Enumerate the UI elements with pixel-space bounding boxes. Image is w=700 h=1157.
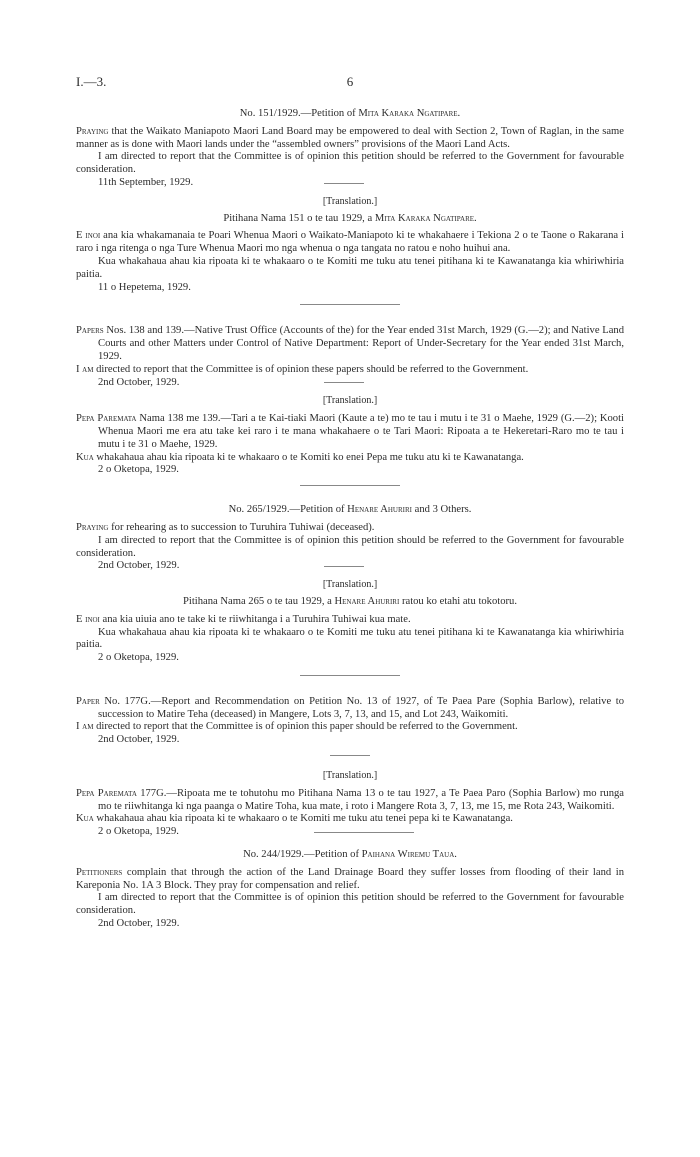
petition-body: Praying that the Waikato Maniapoto Maori Land Board may be empowered to deal with Section 2, Town of Raglan, in the same manner as is done with Maori lands under the “assembled owners” provisions of the Maori Land Acts. xyxy=(76,125,624,150)
paper-177g-english xyxy=(76,696,624,756)
report-date: 2nd October, 1929. xyxy=(98,560,180,572)
petition-body: Petitioners complain that through the action of the Land Drainage Board they suffer losses from flooding of their land in Kareponia No. 1A 3 Block. They pray for compensation and relief. xyxy=(76,866,624,891)
petition-265-english xyxy=(76,504,624,572)
section-divider xyxy=(324,382,364,383)
committee-report: Kua whakahaua ahau kia ripoata ki te whakaaro o te Komiti ko enei Pepa me tuku atu ki te Kawanatanga. xyxy=(76,451,524,463)
report-date: 2 o Oketopa, 1929. xyxy=(98,464,179,476)
section-title: No. 151/1929.—Petition of Mita Karaka Ngatipare. xyxy=(239,108,461,119)
report-date: 11 o Hepetema, 1929. xyxy=(98,281,191,293)
petition-151-translation xyxy=(76,196,624,306)
petition-244-english xyxy=(76,849,624,931)
petitioner-name: Mita Karaka Ngatipare. xyxy=(374,212,477,224)
section-title: No. 265/1929.—Petition of Henare Ahuriri and 3 Others. xyxy=(228,504,472,516)
paper-body: Pepa Paremata 177G.—Ripoata me te tohutohu mo Pitihana Nama 13 o te tau 1927, a Te Paea Paro (Sophia Barlow) mo runga mo te riiwhitanga ki nga paanga o Matire Toha, kua mate, i roto i Mangere Rota 3, 7, 13, me 15, me Rota 243, Waikomiti. xyxy=(76,787,624,812)
translation-label: [Translation.] xyxy=(322,195,378,207)
committee-report: I am directed to report that the Committee is of opinion this petition should be referred to the Government for favourable consideration. xyxy=(76,892,624,917)
papers-body: Pepa Paremata Nama 138 me 139.—Tari a te Kai-tiaki Maori (Kaute a te) mo te tau i mutu i te 31 o Maehe, 1929 (G.—2); Kooti Whenua Maori me era atu take kei raro i te mana whakahaere o te Tari Maori: Ripoata a te Hekeretari-Raro mo te tau i mutu i te 31 o Maehe, 1929. xyxy=(76,413,624,450)
paper-reference: I.—3. xyxy=(76,74,107,89)
committee-report: Kua whakahaua ahau kia ripoata ki te whakaaro o te Komiti me tuku atu tenei pitihana ki te Kawanatanga kia whiriwhiria paitia. xyxy=(76,255,624,280)
petition-body: Praying for rehearing as to succession to Turuhira Tuhiwai (deceased). xyxy=(76,521,375,533)
committee-report: I am directed to report that the Committee is of opinion this petition should be referred to the Government for favourable consideration. xyxy=(76,534,624,559)
document-content xyxy=(76,108,624,931)
petitioner-name: Paihana Wiremu Taua. xyxy=(361,849,457,861)
section-title: Pitihana Nama 151 o te tau 1929, a Mita Karaka Ngatipare. xyxy=(223,212,477,224)
papers-138-139-translation xyxy=(76,395,624,486)
section-divider xyxy=(330,755,370,756)
petitioner-name: Mita Karaka Ngatipare. xyxy=(358,108,461,119)
petition-265-translation xyxy=(76,579,624,676)
report-date: 2 o Oketopa, 1929. xyxy=(98,652,179,664)
section-divider xyxy=(324,566,364,567)
section-title: Pitihana Nama 265 o te tau 1929, a Henare Ahuriri ratou ko etahi atu tokotoru. xyxy=(182,595,517,607)
report-date: 2nd October, 1929. xyxy=(98,376,180,388)
petition-body: E inoi ana kia uiuia ano te take ki te riiwhitanga i a Turuhira Tuhiwai kua mate. xyxy=(76,613,411,625)
page-header xyxy=(76,76,624,90)
report-date: 2nd October, 1929. xyxy=(98,918,180,930)
committee-report: Kua whakahaua ahau kia ripoata ki te whakaaro o te Komiti me tuku atu tenei pitihana ki te Kawanatanga kia whiriwhiria paitia. xyxy=(76,626,624,651)
paper-177g-translation xyxy=(76,770,624,838)
committee-report: Kua whakahaua ahau kia ripoata ki te whakaaro o te Komiti me tuku atu tenei pepa ki te Kawanatanga. xyxy=(76,813,513,825)
section-divider xyxy=(314,832,414,833)
section-divider xyxy=(300,304,400,305)
committee-report: I am directed to report that the Committee is of opinion this paper should be referred to the Government. xyxy=(76,721,518,733)
papers-138-139-english xyxy=(76,325,624,388)
translation-label: [Translation.] xyxy=(322,395,378,407)
petitioner-name: Henare Ahuriri xyxy=(334,595,400,607)
section-divider xyxy=(300,485,400,486)
papers-body: Papers Nos. 138 and 139.—Native Trust Office (Accounts of the) for the Year ended 31st March, 1929 (G.—2); and Native Land Courts and other Matters under Control of Native Department: Report of Under-Secretary for the Year ended 31st March, 1929. xyxy=(76,325,624,362)
report-date: 2 o Oketopa, 1929. xyxy=(98,826,179,838)
petition-body: E inoi ana kia whakamanaia te Poari Whenua Maori o Waikato-Maniapoto ki te whakahaere i Tekiona 2 o te Taone o Rakarana i raro i nga ritenga o nga Ture Whenua Maori mo nga whenua o nga tangata no ratou e noho huihui ana. xyxy=(76,230,624,255)
petition-151-english xyxy=(76,108,624,188)
page-number: 6 xyxy=(346,74,354,89)
translation-label: [Translation.] xyxy=(322,770,378,782)
report-date: 11th September, 1929. xyxy=(98,176,194,188)
committee-report: I am directed to report that the Committee is of opinion these papers should be referred to the Government. xyxy=(76,363,529,375)
translation-label: [Translation.] xyxy=(322,579,378,591)
report-date: 2nd October, 1929. xyxy=(98,734,180,746)
section-title: No. 244/1929.—Petition of Paihana Wiremu Taua. xyxy=(243,849,457,861)
petitioner-name: Henare Ahuriri xyxy=(347,504,412,516)
section-divider xyxy=(324,183,364,184)
section-divider xyxy=(300,675,400,676)
committee-report: I am directed to report that the Committee is of opinion this petition should be referred to the Government for favourable consideration. xyxy=(76,151,624,176)
paper-body: Paper No. 177G.—Report and Recommendation on Petition No. 13 of 1927, of Te Paea Pare (Sophia Barlow), relative to succession to Matire Teha (deceased) in Mangere, Lots 3, 7, 13, and 15, and Lot 243, Waikomiti. xyxy=(76,695,624,720)
